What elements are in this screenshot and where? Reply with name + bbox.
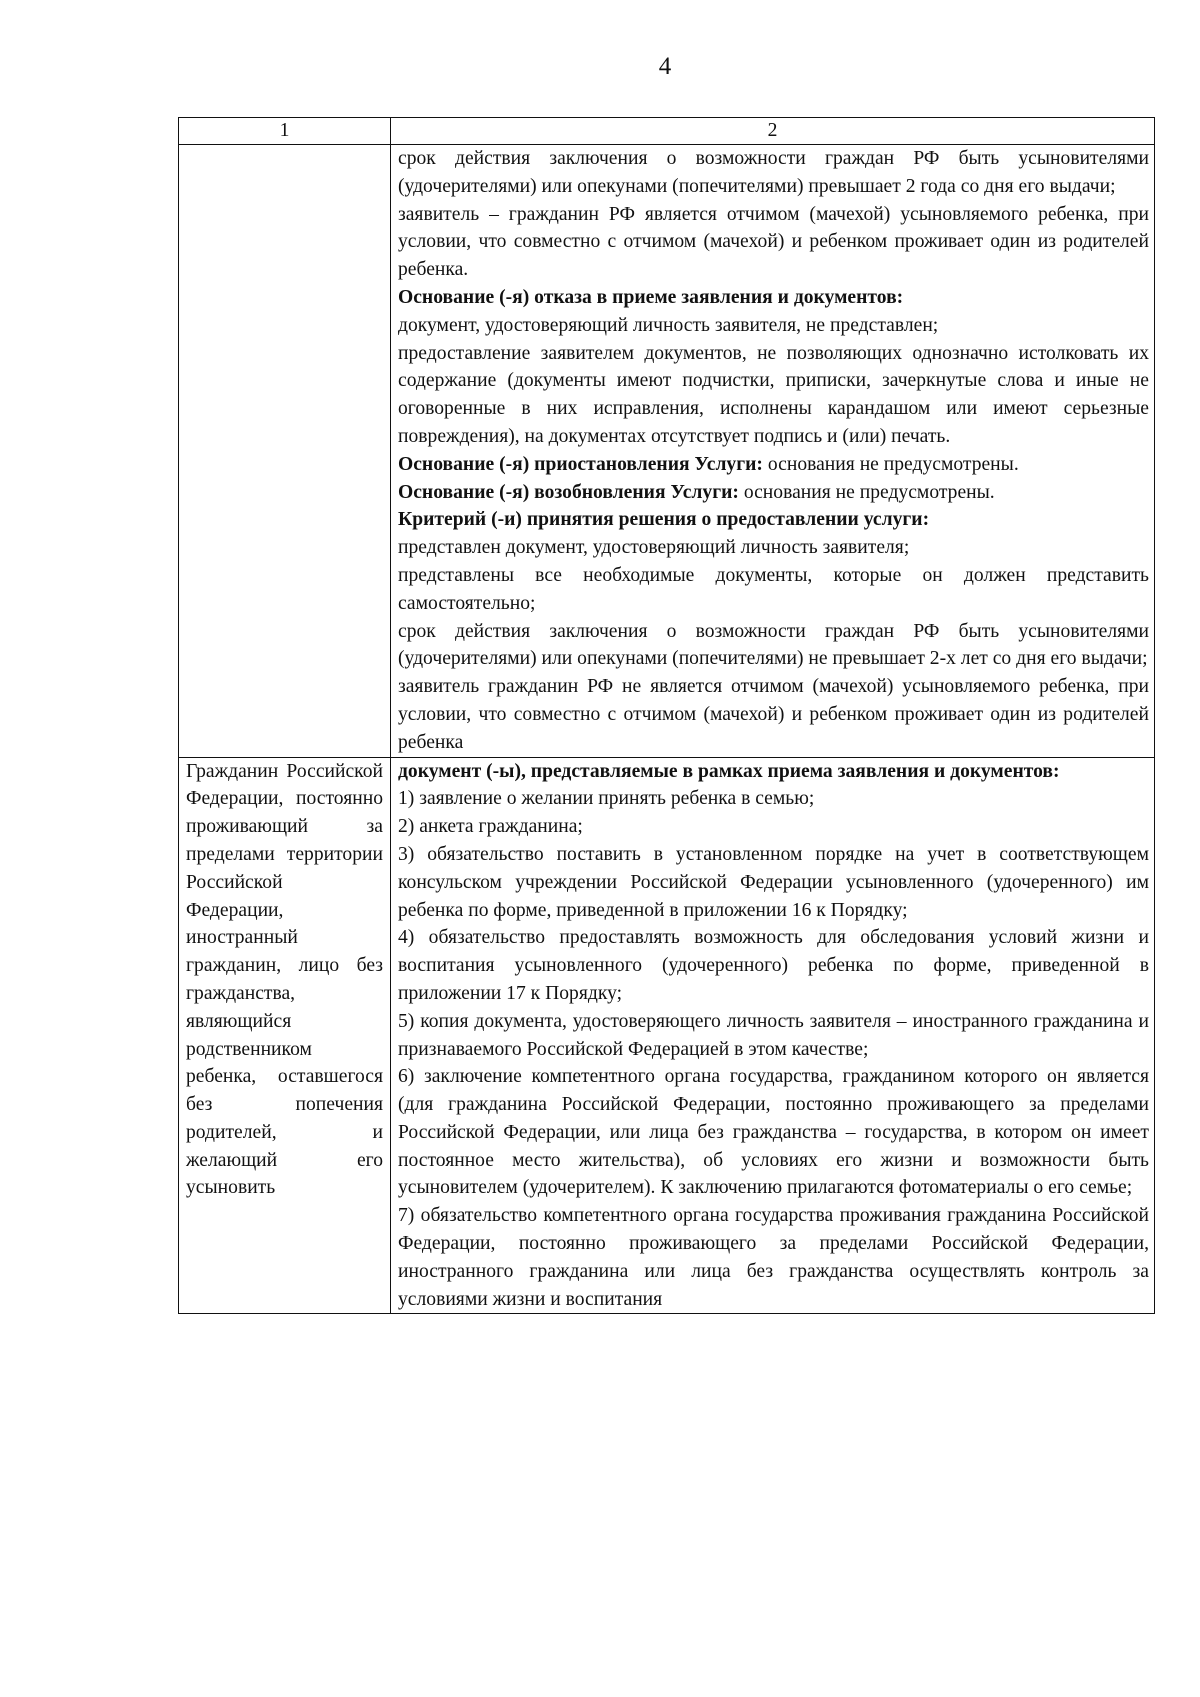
- paragraph-text: 4) обязательство предоставлять возможность для обследования условий жизни и воспитания усыновленного (удочеренного) ребенка по форме, приведенной в приложении 17 к Порядку;: [398, 927, 1149, 1004]
- paragraph-text: 3) обязательство поставить в установленном порядке на учет в соответствующем консульском учреждении Российской Федерации усыновленного (удочеренного) им ребенка по форме, приведенной в приложении 16 к Порядку;: [398, 843, 1149, 921]
- paragraph-text: заявитель гражданин РФ не является отчимом (мачехой) усыновляемого ребенка, при условии, что совместно с отчимом (мачехой) и ребенком проживает один из родителей ребенка: [398, 676, 1149, 753]
- page-number: 4: [658, 53, 672, 80]
- content-paragraph: [398, 1008, 1149, 1064]
- paragraph-text: документ, удостоверяющий личность заявителя, не представлен;: [398, 314, 939, 336]
- paragraph-text: предоставление заявителем документов, не позволяющих однозначно истолковать их содержание (документы имеют подчистки, приписки, зачеркнутые слова и иные не оговоренные в них исправления, исполнены карандашом или имеют серьезные повреждения), на документах отсутствует подпись и (или) печать.: [398, 342, 1149, 447]
- paragraph-heading: Критерий (-и) принятия решения о предоставлении услуги:: [398, 509, 930, 531]
- content-paragraph: [398, 534, 1149, 562]
- content-paragraph: [398, 201, 1149, 284]
- content-paragraph: [398, 312, 1149, 340]
- content-paragraph: [398, 451, 1149, 479]
- content-paragraph: [398, 673, 1149, 756]
- content-paragraph: [398, 758, 1149, 786]
- content-paragraph: [398, 841, 1149, 924]
- paragraph-text: 5) копия документа, удостоверяющего личность заявителя – иностранного гражданина и признаваемого Российской Федерацией в этом качестве;: [398, 1010, 1149, 1060]
- paragraph-heading: Основание (-я) возобновления Услуги:: [398, 481, 739, 503]
- row2-subject-text: Гражданин Российской Федерации, постоянно проживающий за пределами территории Российской Федерации, иностранный гражданин, лицо без гражданства, являющийся родственником ребенка, оставшегося без попечения родителей, и желающий его усыновить: [186, 760, 383, 1199]
- content-paragraph: [398, 1063, 1149, 1202]
- paragraph-heading: Основание (-я) отказа в приеме заявления и документов:: [398, 286, 904, 308]
- paragraph-text: представлен документ, удостоверяющий личность заявителя;: [398, 537, 910, 559]
- paragraph-text: представлены все необходимые документы, которые он должен представить самостоятельно;: [398, 564, 1149, 614]
- paragraph-heading: Основание (-я) приостановления Услуги:: [398, 453, 763, 475]
- content-paragraph: [398, 479, 1149, 507]
- column-header-1: 1: [179, 118, 391, 145]
- content-paragraph: [398, 562, 1149, 618]
- paragraph-text: 1) заявление о желании принять ребенка в семью;: [398, 788, 815, 810]
- paragraph-text: 2) анкета гражданина;: [398, 816, 583, 838]
- content-paragraph: [398, 924, 1149, 1007]
- row2-content-cell: [391, 757, 1155, 1314]
- paragraph-text: основания не предусмотрены.: [762, 453, 1019, 475]
- paragraph-text: заявитель – гражданин РФ является отчимом (мачехой) усыновляемого ребенка, при условии, что совместно с отчимом (мачехой) и ребенком проживает один из родителей ребенка.: [398, 203, 1149, 281]
- content-paragraph: [398, 813, 1149, 841]
- content-paragraph: [398, 618, 1149, 674]
- paragraph-heading: документ (-ы), представляемые в рамках приема заявления и документов:: [398, 760, 1060, 782]
- document-table: [178, 117, 1155, 1314]
- paragraph-text: 6) заключение компетентного органа государства, гражданином которого он является (для гражданина Российской Федерации, постоянно проживающего за пределами Российской Федерации, или лица без гражданства – государства, в котором он имеет постоянное место жительства), об условиях его жизни и возможности быть усыновителем (удочерителем). К заключению прилагаются фотоматериалы о его семье;: [398, 1066, 1149, 1199]
- table-row: [179, 145, 1155, 758]
- paragraph-text: срок действия заключения о возможности граждан РФ быть усыновителями (удочерителями) или опекунами (попечителями) не превышает 2-х лет со дня его выдачи;: [398, 620, 1149, 670]
- paragraph-text: срок действия заключения о возможности граждан РФ быть усыновителями (удочерителями) или опекунами (попечителями) превышает 2 года со дня его выдачи;: [398, 148, 1149, 197]
- row2-subject-cell: [179, 757, 391, 1314]
- paragraph-text: основания не предусмотрены.: [738, 481, 995, 503]
- content-paragraph: [398, 785, 1149, 813]
- table-row: [179, 757, 1155, 1314]
- content-paragraph: [398, 145, 1149, 201]
- content-paragraph: [398, 284, 1149, 312]
- row1-subject-cell: [179, 145, 391, 758]
- content-paragraph: [398, 506, 1149, 534]
- paragraph-text: 7) обязательство компетентного органа государства проживания гражданина Российской Федерации, постоянно проживающего за пределами Российской Федерации, иностранного гражданина или лица без гражданства осуществлять контроль за условиями жизни и воспитания: [398, 1205, 1149, 1310]
- content-paragraph: [398, 1202, 1149, 1313]
- column-header-2: 2: [391, 118, 1155, 145]
- table-header-row: [179, 118, 1155, 145]
- row1-content-cell: [391, 145, 1155, 758]
- content-paragraph: [398, 340, 1149, 451]
